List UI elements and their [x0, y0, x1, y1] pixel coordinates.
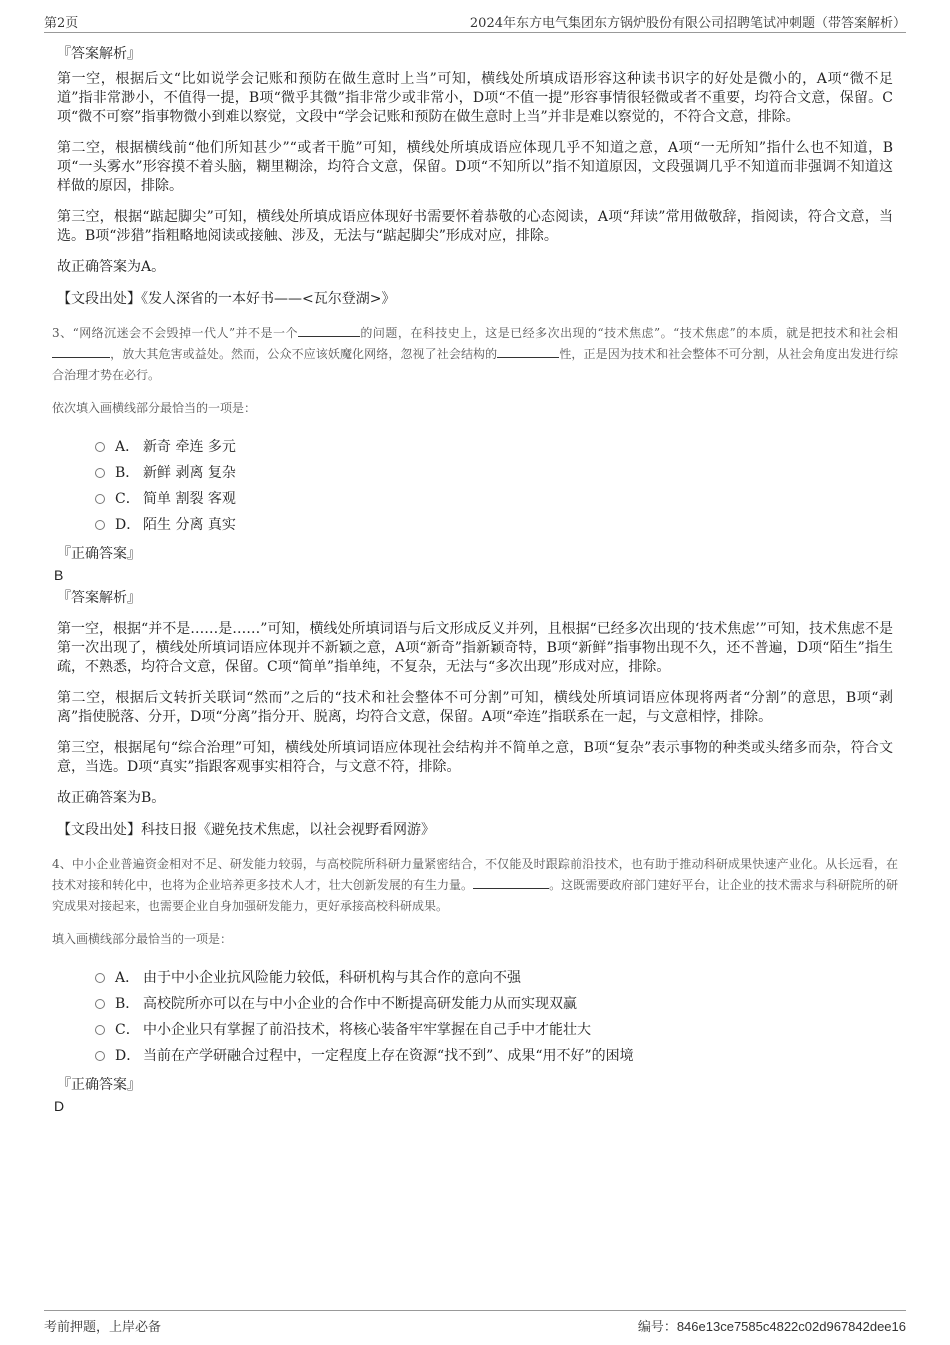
analysis-paragraph: 第二空，根据横线前“他们所知甚少”“或者干脆”可知，横线处所填成语应体现几乎不知道之意，A项“一无所知”指什么也不知道，B项“一头雾水”形容摸不着头脑，糊里糊涂，均符合文意，保留。D项“不知所以”指不知道原因，文段强调几乎不知道而非强调不知道这样做的原因，排除。	[57, 140, 893, 194]
option-c[interactable]: C． 中小企业只有掌握了前沿技术，将核心装备牢牢掌握在自己手中才能壮大	[95, 1017, 893, 1043]
correct-answer-tag: 『正确答案』	[57, 546, 141, 562]
page-header	[44, 10, 906, 33]
passage-source: 【文段出处】科技日报《避免技术焦虑，以社会视野看网游》	[57, 822, 435, 838]
question-4-stem: 4、中小企业普遍资金相对不足、研发能力较弱，与高校院所科研力量紧密结合，不仅能及时跟踪前沿技术，也有助于推动科研成果快速产业化。从长远看，在技术对接和转化中，也将为企业培养更多技术人才，壮大创新发展的有生力量。 。这既需要政府部门建好平台，让企业的技术需求与科研院所的研究成果对接起来，也需要企业自身加强研发能力，更好承接高校科研成果。	[52, 857, 898, 913]
page-footer	[44, 1310, 906, 1339]
option-c[interactable]: C． 简单 割裂 客观	[95, 486, 893, 512]
correct-answer-tag: 『正确答案』	[57, 1077, 141, 1093]
analysis-paragraph: 第三空，根据“踮起脚尖”可知，横线处所填成语应体现好书需要怀着恭敬的心态阅读，A项“拜读”常用做敬辞，指阅读，符合文意，当选。B项“涉猎”指粗略地阅读或接触、涉及，无法与“踮起脚尖”形成对应，排除。	[57, 209, 893, 244]
option-d[interactable]: D． 当前在产学研融合过程中，一定程度上存在资源“找不到”、成果“用不好”的困境	[95, 1043, 893, 1069]
analysis-tag: 『答案解析』	[57, 46, 141, 62]
analysis-paragraph: 第二空，根据后文转折关联词“然而”之后的“技术和社会整体不可分割”可知，横线处所填词语应体现将两者“分割”的意思，B项“剥离”指使脱落、分开，D项“分离”指分开、脱离，均符合文意，保留。A项“牵连”指联系在一起，与文意相悖，排除。	[57, 690, 893, 725]
radio-icon[interactable]	[95, 442, 105, 452]
document-code: 编号：846e13ce7585c4822c02d967842dee16	[637, 1319, 906, 1335]
question-4-prompt: 填入画横线部分最恰当的一项是：	[52, 932, 233, 946]
answer-blank	[473, 876, 549, 889]
option-a[interactable]: A． 由于中小企业抗风险能力较低，科研机构与其合作的意向不强	[95, 965, 893, 991]
radio-icon[interactable]	[95, 1025, 105, 1035]
radio-icon[interactable]	[95, 468, 105, 478]
answer-blank	[497, 345, 559, 358]
question-3-prompt: 依次填入画横线部分最恰当的一项是：	[52, 401, 257, 415]
radio-icon[interactable]	[95, 999, 105, 1009]
option-b[interactable]: B． 新鲜 剥离 复杂	[95, 460, 893, 486]
radio-icon[interactable]	[95, 520, 105, 530]
option-d[interactable]: D． 陌生 分离 真实	[95, 512, 893, 538]
document-title: 2024年东方电气集团东方锅炉股份有限公司招聘笔试冲刺题（带答案解析）	[469, 16, 906, 31]
analysis-paragraph: 第三空，根据尾句“综合治理”可知，横线处所填词语应体现社会结构并不简单之意，B项“复杂”表示事物的种类或头绪多而杂，符合文意，当选。D项“真实”指跟客观事实相符合，与文意不符，排除。	[57, 740, 893, 775]
answer-blank	[52, 345, 110, 358]
question-4-options	[95, 965, 893, 1069]
page-content	[52, 44, 899, 1119]
option-b[interactable]: B． 高校院所亦可以在与中小企业的合作中不断提高研发能力从而实现双赢	[95, 991, 893, 1017]
correct-answer: D	[54, 1098, 65, 1114]
radio-icon[interactable]	[95, 973, 105, 983]
radio-icon[interactable]	[95, 494, 105, 504]
footer-slogan: 考前押题，上岸必备	[44, 1320, 162, 1335]
option-a[interactable]: A． 新奇 牵连 多元	[95, 434, 893, 460]
analysis-tag: 『答案解析』	[57, 590, 141, 606]
analysis-conclusion: 故正确答案为B。	[57, 790, 166, 806]
analysis-conclusion: 故正确答案为A。	[57, 259, 166, 275]
correct-answer: B	[54, 567, 64, 583]
analysis-paragraph: 第一空，根据“并不是……是……”可知，横线处所填词语与后文形成反义并列，且根据“已经多次出现的‘技术焦虑’”可知，技术焦虑不是第一次出现了，横线处所填词语应体现并不新颖之意，A项“新奇”指新颖奇特，B项“新鲜”指事物出现不久，还不普遍，D项“陌生”指生疏，不熟悉，均符合文意，保留。C项“简单”指单纯，不复杂，无法与“多次出现”形成对应，排除。	[57, 621, 893, 675]
answer-blank	[298, 324, 360, 337]
question-3-stem: 3、“网络沉迷会不会毁掉一代人”并不是一个 的问题，在科技史上，这是已经多次出现的“技术焦虑”。“技术焦虑”的本质，就是把技术和社会相，放大其危害或益处。然而，公众不应该妖魔化网络，忽视了社会结构的 性，正是因为技术和社会整体不可分割，从社会角度出发进行综合治理才势在必行。	[52, 326, 899, 382]
question-3-options	[95, 434, 893, 538]
radio-icon[interactable]	[95, 1051, 105, 1061]
passage-source: 【文段出处】《发人深省的一本好书——<瓦尔登湖>》	[57, 291, 396, 307]
page-number: 第2页	[44, 16, 79, 31]
analysis-paragraph: 第一空，根据后文“比如说学会记账和预防在做生意时上当”可知，横线处所填成语形容这种读书识字的好处是微小的，A项“微不足道”指非常渺小，不值得一提，B项“微乎其微”指非常少或非常小，D项“不值一提”形容事情很轻微或者不重要，均符合文意，保留。C项“微不可察”指事物微小到难以察觉，文段中“学会记账和预防在做生意时上当”并非是难以察觉的，不符合文意，排除。	[57, 71, 893, 125]
